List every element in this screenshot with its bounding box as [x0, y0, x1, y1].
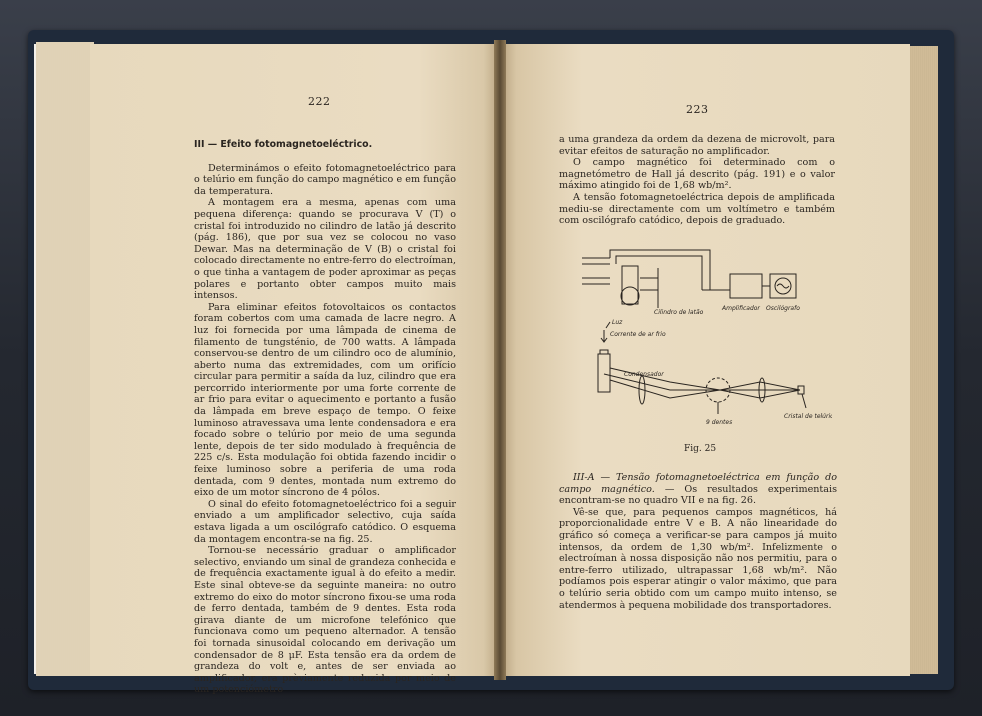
label-brass-cylinder: Cilindro de latão [654, 309, 704, 316]
section-title: III-A — Tensão fotomagnetoeléctrica em função do campo magnético. [559, 472, 837, 495]
oscilloscope-trace [777, 284, 789, 288]
dewar-vessel [621, 287, 639, 305]
label-nine-teeth: 9 dentes [706, 419, 733, 426]
section-heading: III — Efeito fotomagnetoeléctrico. [194, 139, 373, 150]
paragraph: a uma grandeza da ordem da dezena de microvolt, para evitar efeitos de saturação no amplificador. [559, 134, 835, 157]
lamp-cap [600, 350, 608, 354]
section-text: — Os resultados experimentais encontram-se no quadro VII e na fig. 26. [559, 483, 837, 507]
label-oscilloscope: Oscilógrafo [766, 305, 800, 312]
paragraph: Tornou-se necessário graduar o amplificador selectivo, enviando um sinal de grandeza conhecida e de frequência exactamente igual à do efeito a medir. Este sinal obteve-se da seguinte maneira: no outro extremo do eixo do motor síncrono fixou-se uma roda de ferro dentada, também de 9 dentes. Esta roda girava diante de um microfone telefónico que funcionava como um pequeno alternador. A tensão foi tornada sinusoidal colocando em derivação um condensador de 8 μF. Esta tensão era da ordem de grandeza do volt e, antes de ser enviada ao amplificador, era prèviamente reduzida por meio de um potenciómetro [194, 545, 456, 696]
brass-cylinder [622, 266, 638, 304]
paragraph: Vê-se que, para pequenos campos magnéticos, há proporcionalidade entre V e B. A não linearidade do gráfico só começa a verificar-se para campos já muito intensos, da ordem de 1,30 wb/m². Infelizmente o electroíman à nossa disposição não nos permitiu, para o entre-ferro utilizado, ultrapassar 1,68 wb/m². Não podíamos pois esperar atingir o valor máximo, que para o telúrio seria obtido com um campo muito intenso, se atendermos à pequena mobilidade dos transportadores. [559, 506, 837, 611]
paragraph: Para eliminar efeitos fotovoltaicos os contactos foram cobertos com uma camada de lacre negro. A luz foi fornecida por uma lâmpada de cinema de filamento de tungsténio, de 700 watts. A lâmpada conservou-se dentro de um cilindro oco de alumínio, aberto numa das extremidades, com um orifício circular para permitir a saída da luz, cilindro que era percorrido interiormente por uma forte corrente de ar frio para evitar o aquecimento e portanto a fusão da lâmpada em breve espaço de tempo. O feixe luminoso atravessava uma lente condensadora e era focado sobre o telúrio por meio de uma segunda lente, depois de ter sido modulado à frequência de 225 c/s. Esta modulação foi obtida fazendo incidir o feixe luminoso sobre a periferia de uma roda dentada, com 9 dentes, montada num extremo do eixo de um motor síncrono de 4 pólos. [194, 301, 456, 499]
label-light: Luz [612, 319, 623, 326]
paragraph: A tensão fotomagnetoeléctrica depois de amplificada mediu-se directamente com um voltímetro e também com oscilógrafo catódico, depois de graduado. [559, 191, 835, 227]
page-stack-right [908, 46, 938, 674]
paragraph: A montagem era a mesma, apenas com uma pequena diferença: quando se procurava V (T) o cristal foi introduzido no cilindro de latão já descrito (pág. 186), que por sua vez se colocou no vaso Dewar. Mas na determinação de V (B) o cristal foi colocado directamente no entre-ferro do electroíman, o que tinha a vantagem de poder aproximar as peças polares e portanto obter campos muito mais intensos. [194, 197, 456, 302]
lamp-cylinder [598, 354, 610, 392]
label-cold-air: Corrente de ar frio [610, 331, 666, 338]
label-condenser: Condensador [624, 371, 664, 378]
light-arrow [606, 322, 610, 328]
left-page-text [194, 139, 456, 696]
wire-inner [616, 256, 702, 290]
section-paragraph [559, 472, 837, 507]
paragraph: O sinal do efeito fotomagnetoeléctrico foi a seguir enviado a um amplificador selectivo, cuja saída estava ligada a um oscilógrafo catódico. O esquema da montagem encontra-se na fig. 25. [194, 498, 456, 545]
figure-caption: Fig. 25 [684, 444, 717, 454]
right-page-text-top [559, 134, 835, 227]
page-number-left: 222 [308, 95, 331, 108]
label-tellurium-crystal: Cristal de telúrio [784, 413, 832, 420]
label-amplifier: Amplificador [722, 305, 760, 312]
paragraph: O campo magnético foi determinado com o magnetómetro de Hall já descrito (pág. 191) e o valor máximo atingido foi de 1,68 wb/m². [559, 157, 835, 192]
magnet-pole-right [640, 278, 658, 290]
magnet-pole-left [582, 258, 610, 264]
right-page-text-bottom [559, 472, 837, 611]
amplifier-box [730, 274, 762, 298]
paragraph: Determinámos o efeito fotomagnetoeléctrico para o telúrio em função do campo magnético e em função da temperatura. [194, 162, 456, 197]
book-gutter [494, 40, 506, 680]
figure-25-diagram [570, 238, 832, 452]
magnet-pole-left-lower [582, 278, 610, 284]
page-stack-left [36, 42, 94, 676]
apparatus-diagram [570, 238, 832, 452]
page-number-right: 223 [686, 103, 709, 116]
crystal-leader [802, 394, 806, 408]
